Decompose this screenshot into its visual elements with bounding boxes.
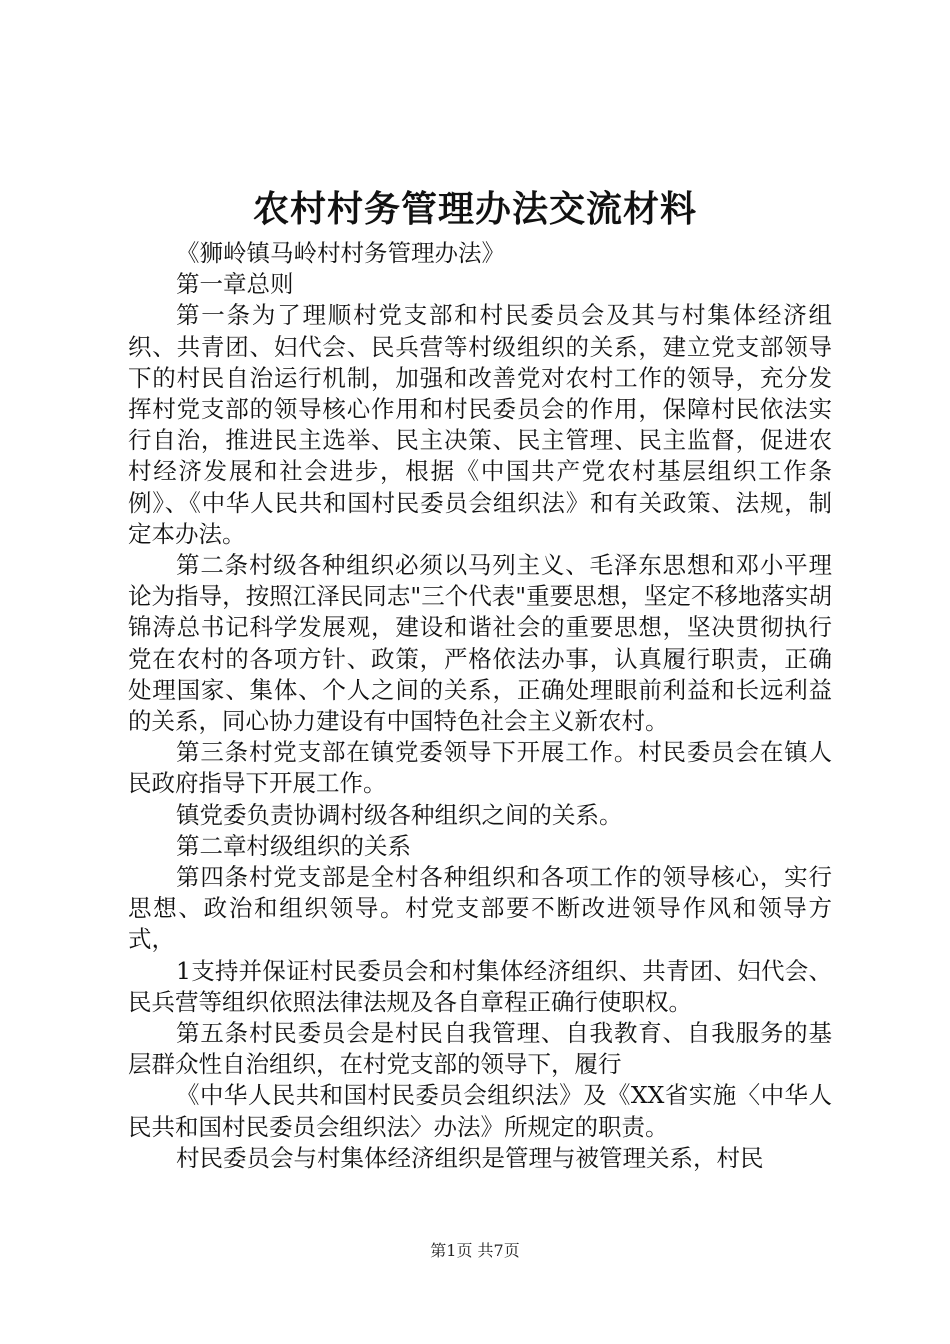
page-number-footer: 第1页 共7页 — [430, 1241, 520, 1260]
paragraph: 第三条村党支部在镇党委领导下开展工作。村民委员会在镇人民政府指导下开展工作。 — [128, 738, 832, 798]
paragraph: 村民委员会与村集体经济组织是管理与被管理关系，村民 — [176, 1143, 764, 1172]
paragraph: 1支持并保证村民委员会和村集体经济组织、共青团、妇代会、民兵营等组织依照法律法规及各自章程正确行使职权。 — [128, 956, 832, 1016]
chapter-heading: 第二章村级组织的关系 — [176, 831, 411, 860]
paragraph: 《中华人民共和国村民委员会组织法》及《XX省实施〈中华人民共和国村民委员会组织法〉办法》所规定的职责。 — [128, 1081, 832, 1141]
document-body — [128, 238, 832, 1174]
document-title: 农村村务管理办法交流材料 — [252, 188, 697, 230]
paragraph: 第五条村民委员会是村民自我管理、自我教育、自我服务的基层群众性自治组织，在村党支部的领导下，履行 — [128, 1019, 832, 1079]
paragraph: 镇党委负责协调村级各种组织之间的关系。 — [176, 800, 623, 829]
paragraph: 第一条为了理顺村党支部和村民委员会及其与村集体经济组织、共青团、妇代会、民兵营等村级组织的关系，建立党支部领导下的村民自治运行机制，加强和改善党对农村工作的领导，充分发挥村党支部的领导核心作用和村民委员会的作用，保障村民依法实行自治，推进民主选举、民主决策、民主管理、民主监督，促进农村经济发展和社会进步，根据《中国共产党农村基层组织工作条例》、《中华人民共和国村民委员会组织法》和有关政策、法规，制定本办法。 — [128, 301, 832, 548]
paragraph: 《狮岭镇马岭村村务管理办法》 — [176, 239, 505, 267]
paragraph: 第二条村级各种组织必须以马列主义、毛泽东思想和邓小平理论为指导，按照江泽民同志"三个代表"重要思想，坚定不移地落实胡锦涛总书记科学发展观，建设和谐社会的重要思想，坚决贯彻执行党在农村的各项方针、政策，严格依法办事，认真履行职责，正确处理国家、集体、个人之间的关系，正确处理眼前利益和长远利益的关系，同心协力建设有中国特色社会主义新农村。 — [128, 551, 832, 736]
chapter-heading: 第一章总则 — [176, 270, 294, 299]
paragraph: 第四条村党支部是全村各种组织和各项工作的领导核心，实行思想、政治和组织领导。村党支部要不断改进领导作风和领导方式， — [128, 863, 832, 954]
